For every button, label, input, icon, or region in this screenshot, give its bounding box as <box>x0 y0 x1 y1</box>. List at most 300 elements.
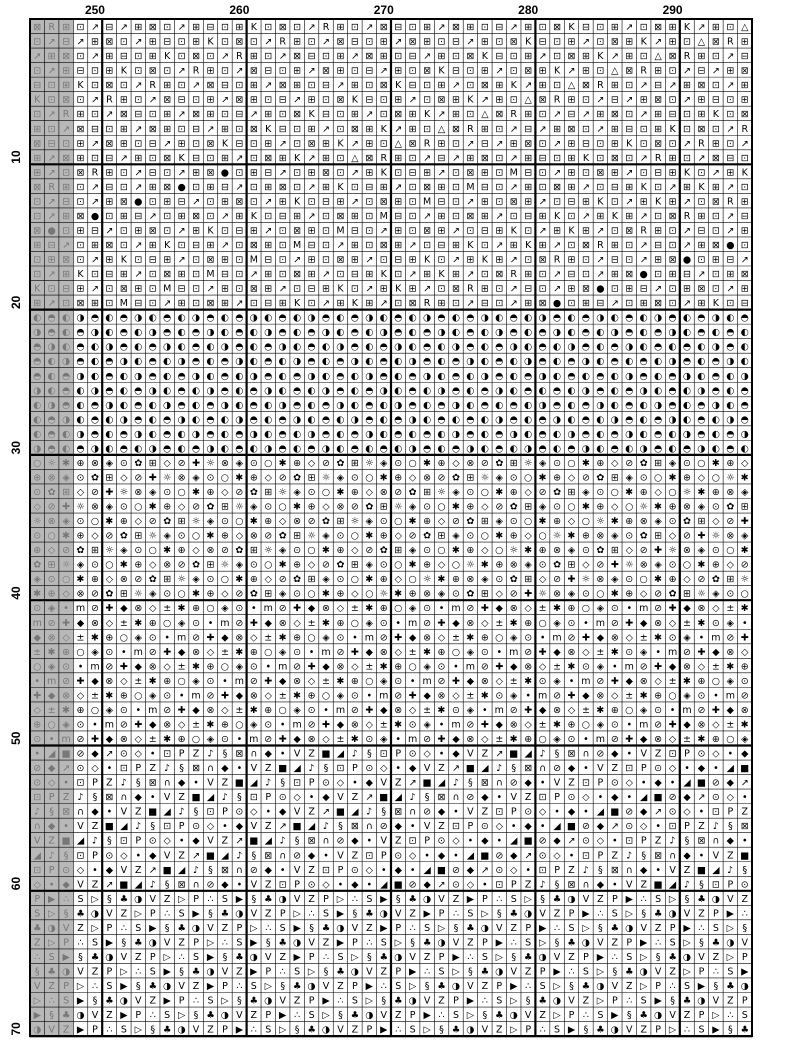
stitch-symbol: ⊞ <box>119 210 128 222</box>
stitch-symbol: ⊡ <box>740 152 749 164</box>
stitch-symbol: ◈ <box>365 559 373 571</box>
stitch-symbol: ⊞ <box>264 138 273 150</box>
stitch-symbol: S <box>554 1024 561 1036</box>
stitch-symbol: ↗ <box>553 167 562 179</box>
stitch-symbol: ◓ <box>682 341 692 353</box>
stitch-symbol: ⊗ <box>683 545 692 557</box>
stitch-symbol: ✚ <box>33 690 42 702</box>
stitch-symbol: ⊟ <box>33 80 42 92</box>
stitch-symbol: ◑ <box>220 1010 230 1022</box>
stitch-symbol: ⊟ <box>654 80 663 92</box>
stitch-symbol: ◢ <box>394 792 402 804</box>
stitch-symbol: ↗ <box>177 65 186 77</box>
stitch-symbol: ◆ <box>336 719 345 731</box>
stitch-symbol: V <box>77 821 84 833</box>
stitch-symbol: ✱ <box>235 646 244 658</box>
stitch-symbol: ⊠ <box>293 269 302 281</box>
stitch-symbol: ✚ <box>90 734 99 746</box>
stitch-symbol: ☼ <box>206 457 215 469</box>
stitch-symbol: ○ <box>408 457 417 469</box>
stitch-symbol: ⊞ <box>249 94 258 106</box>
stitch-symbol: ■ <box>206 850 215 862</box>
stitch-symbol: ◆ <box>307 603 316 615</box>
stitch-symbol: ✿ <box>408 487 417 498</box>
stitch-symbol: ◑ <box>552 414 562 426</box>
stitch-symbol: ⊡ <box>596 181 605 193</box>
stitch-symbol: ⊟ <box>220 181 229 193</box>
stitch-symbol: P <box>525 1024 532 1036</box>
stitch-symbol: ∴ <box>34 951 41 963</box>
stitch-symbol: ✚ <box>264 675 273 687</box>
stitch-symbol: ⊞ <box>264 269 273 281</box>
stitch-symbol: ↗ <box>639 254 648 266</box>
stitch-symbol: ○ <box>394 516 403 528</box>
stitch-symbol: ∴ <box>424 966 431 978</box>
stitch-symbol: ◇ <box>293 792 301 804</box>
stitch-symbol: ◢ <box>307 821 316 833</box>
stitch-symbol: ⊡ <box>105 298 114 310</box>
stitch-symbol: ◐ <box>726 370 735 382</box>
stitch-symbol: ◑ <box>249 428 258 440</box>
stitch-symbol: ✱ <box>379 472 388 484</box>
stitch-symbol: ✿ <box>278 530 287 542</box>
stitch-symbol: ◑ <box>567 893 576 905</box>
stitch-symbol: V <box>597 763 604 775</box>
stitch-symbol: ◐ <box>148 428 157 440</box>
stitch-symbol: Z <box>135 806 142 818</box>
stitch-symbol: ◆ <box>683 850 691 862</box>
stitch-symbol: ↗ <box>726 51 735 63</box>
stitch-symbol: ⊞ <box>524 269 533 281</box>
stitch-symbol: ↗ <box>365 792 374 804</box>
stitch-symbol: ◓ <box>249 399 258 411</box>
stitch-symbol: ⊞ <box>524 181 533 193</box>
stitch-symbol: ◐ <box>163 385 172 397</box>
stitch-symbol: ◆ <box>553 646 561 658</box>
stitch-symbol: § <box>107 835 112 847</box>
stitch-symbol: K <box>34 94 41 106</box>
stitch-symbol: ▶ <box>596 951 605 963</box>
stitch-symbol: ⊟ <box>726 152 735 164</box>
stitch-symbol: ⊙ <box>697 690 706 702</box>
stitch-symbol: ⊕ <box>47 588 56 600</box>
stitch-symbol: ◐ <box>90 370 100 382</box>
stitch-symbol: ⊠ <box>567 879 576 891</box>
stitch-symbol: ⊞ <box>538 210 547 222</box>
row-label: 60 <box>9 876 23 891</box>
stitch-symbol: ⊙ <box>625 574 634 586</box>
stitch-symbol: P <box>106 966 113 978</box>
stitch-symbol: S <box>525 937 532 949</box>
stitch-symbol: ⊙ <box>524 632 533 644</box>
stitch-symbol: ⊠ <box>62 152 71 164</box>
stitch-symbol: ↗ <box>278 51 287 63</box>
stitch-symbol: ◐ <box>163 370 172 382</box>
stitch-symbol: ◐ <box>682 312 692 324</box>
stitch-symbol: ↗ <box>90 181 99 193</box>
stitch-symbol: ✿ <box>336 559 345 571</box>
stitch-symbol: ◇ <box>510 864 518 876</box>
stitch-symbol: ◓ <box>682 356 692 368</box>
stitch-symbol: ◈ <box>206 516 215 528</box>
stitch-symbol: ◇ <box>611 690 619 702</box>
stitch-symbol: ■ <box>249 835 259 847</box>
stitch-symbol: V <box>553 777 561 789</box>
stitch-symbol: ◐ <box>711 428 721 440</box>
stitch-symbol: ⊞ <box>293 36 302 48</box>
stitch-symbol: ⊡ <box>394 51 403 63</box>
stitch-symbol: ◑ <box>422 893 432 905</box>
stitch-symbol: ◈ <box>105 457 114 469</box>
stitch-symbol: ▷ <box>437 922 446 934</box>
stitch-symbol: ▶ <box>380 922 388 934</box>
stitch-symbol: ⊙ <box>220 734 229 746</box>
stitch-symbol: ⊟ <box>683 269 692 281</box>
stitch-symbol: ⊡ <box>625 239 634 251</box>
stitch-symbol: ▶ <box>466 995 475 1007</box>
stitch-symbol: ⊞ <box>62 487 71 498</box>
stitch-symbol: ⊠ <box>62 94 71 106</box>
stitch-symbol: ◇ <box>235 530 244 542</box>
stitch-symbol: ⊙ <box>423 501 432 513</box>
stitch-symbol: ± <box>553 661 562 673</box>
stitch-symbol: ↗ <box>495 65 504 77</box>
stitch-symbol: ◓ <box>105 370 114 382</box>
stitch-symbol: ◓ <box>711 370 721 382</box>
row-label: 30 <box>9 440 23 455</box>
stitch-symbol: ✱ <box>524 675 533 687</box>
stitch-symbol: ⊠ <box>581 283 590 295</box>
stitch-symbol: ⊡ <box>365 36 374 48</box>
stitch-symbol: ⊞ <box>668 269 677 281</box>
stitch-symbol: P <box>265 1010 272 1022</box>
stitch-symbol: ⊙ <box>495 690 504 702</box>
stitch-symbol: § <box>468 777 473 789</box>
stitch-symbol: ∩ <box>365 821 373 833</box>
stitch-symbol: ⊘ <box>278 472 287 484</box>
stitch-symbol: ⊠ <box>567 123 576 135</box>
stitch-symbol: ↗ <box>365 254 374 266</box>
stitch-symbol: ◓ <box>466 327 475 339</box>
stitch-symbol: ⊞ <box>509 138 518 150</box>
stitch-symbol: ⊞ <box>423 269 432 281</box>
stitch-symbol: ◑ <box>134 312 143 324</box>
stitch-symbol: ⊙ <box>711 545 720 557</box>
stitch-symbol: • <box>568 850 575 862</box>
stitch-symbol: ⊙ <box>206 472 215 484</box>
stitch-symbol: ∴ <box>554 922 561 934</box>
stitch-symbol: § <box>92 995 98 1007</box>
stitch-symbol: ◐ <box>726 385 735 397</box>
stitch-symbol: ◈ <box>235 661 244 673</box>
stitch-symbol: Z <box>135 864 142 876</box>
stitch-symbol: ◐ <box>336 414 345 426</box>
stitch-symbol: ∴ <box>351 893 358 905</box>
stitch-symbol: Z <box>654 748 662 760</box>
stitch-symbol: ◇ <box>654 487 662 498</box>
stitch-symbol: ○ <box>596 588 605 600</box>
stitch-symbol: ⊡ <box>76 850 85 862</box>
stitch-symbol: ⊕ <box>379 603 388 615</box>
stitch-symbol: ♣ <box>134 937 143 949</box>
stitch-symbol: ◓ <box>394 428 403 440</box>
stitch-symbol: ⊞ <box>350 210 359 222</box>
stitch-symbol: ⊡ <box>76 777 85 789</box>
stitch-symbol: ♪ <box>539 748 546 760</box>
stitch-symbol: ◇ <box>553 850 561 862</box>
stitch-symbol: ◇ <box>105 574 114 586</box>
stitch-symbol: ⊞ <box>148 51 157 63</box>
stitch-symbol: § <box>222 951 228 963</box>
stitch-symbol: ⊠ <box>350 123 359 135</box>
stitch-symbol: ■ <box>321 748 331 760</box>
stitch-symbol: § <box>251 893 257 905</box>
stitch-symbol: ∩ <box>669 850 677 862</box>
stitch-symbol: ⊗ <box>567 646 576 658</box>
stitch-symbol: ⊞ <box>293 65 302 77</box>
stitch-symbol: ↗ <box>47 109 56 121</box>
stitch-symbol: ⊗ <box>596 690 605 702</box>
stitch-symbol: ⊞ <box>350 254 359 266</box>
stitch-symbol: ◑ <box>90 385 100 397</box>
stitch-symbol: Z <box>337 981 344 993</box>
stitch-symbol: ◇ <box>466 879 475 891</box>
stitch-symbol: ↗ <box>220 94 229 106</box>
stitch-symbol: ⊘ <box>466 603 475 615</box>
stitch-symbol: ⊗ <box>206 545 215 557</box>
stitch-symbol: ⊡ <box>495 181 504 193</box>
stitch-symbol: ∩ <box>322 835 330 847</box>
stitch-symbol: ○ <box>90 704 100 716</box>
stitch-symbol: ✱ <box>423 646 432 658</box>
stitch-symbol: ⊙ <box>350 690 359 702</box>
stitch-symbol: ↗ <box>278 283 287 295</box>
stitch-symbol: ◓ <box>610 341 619 353</box>
stitch-symbol: ⊞ <box>307 167 316 179</box>
stitch-symbol: ⊡ <box>711 806 720 818</box>
stitch-symbol: ⊞ <box>437 181 446 193</box>
stitch-symbol: ⊘ <box>596 559 605 571</box>
stitch-symbol: ± <box>76 632 85 644</box>
stitch-symbol: ✚ <box>654 661 663 673</box>
stitch-symbol: ✿ <box>47 487 56 498</box>
stitch-symbol: S <box>106 981 113 993</box>
stitch-symbol: R <box>654 152 662 164</box>
stitch-symbol: ◐ <box>480 356 490 368</box>
stitch-symbol: ∩ <box>625 864 633 876</box>
stitch-symbol: ◐ <box>307 385 316 397</box>
stitch-symbol: S <box>626 951 633 963</box>
stitch-symbol: ☼ <box>76 501 85 513</box>
stitch-symbol: ⊞ <box>264 109 273 121</box>
stitch-symbol: P <box>34 893 41 905</box>
stitch-symbol: ◑ <box>408 443 417 455</box>
stitch-symbol: ⊠ <box>740 109 749 121</box>
stitch-symbol: ∴ <box>106 1024 113 1036</box>
stitch-symbol: ⊗ <box>394 704 403 716</box>
stitch-symbol: • <box>352 632 358 644</box>
stitch-symbol: ⊡ <box>625 254 634 266</box>
stitch-symbol: ◇ <box>524 530 532 542</box>
stitch-symbol: P <box>92 850 98 862</box>
stitch-symbol: ⊙ <box>711 501 720 513</box>
stitch-symbol: ⊠ <box>62 51 71 63</box>
stitch-symbol: ↗ <box>654 283 663 295</box>
stitch-symbol: ⊙ <box>163 487 172 498</box>
stitch-symbol: ⊠ <box>654 850 663 862</box>
stitch-symbol: ◓ <box>509 327 518 339</box>
stitch-symbol: ◆ <box>293 734 301 746</box>
stitch-symbol: ◑ <box>163 341 172 353</box>
stitch-symbol: ↗ <box>293 254 302 266</box>
stitch-symbol: ⊙ <box>163 690 172 702</box>
stitch-symbol: ▶ <box>423 908 431 920</box>
stitch-symbol: • <box>438 748 445 760</box>
stitch-symbol: ⊘ <box>538 835 547 847</box>
stitch-symbol: ◓ <box>119 443 129 455</box>
stitch-symbol: ⊗ <box>466 617 475 629</box>
stitch-symbol: ± <box>538 603 547 615</box>
stitch-symbol: ◐ <box>206 356 215 368</box>
stitch-symbol: ∴ <box>467 951 474 963</box>
stitch-symbol: ⊘ <box>90 603 99 615</box>
stitch-symbol: ◑ <box>466 443 475 455</box>
stitch-symbol: ✚ <box>610 675 619 687</box>
stitch-symbol: ⊗ <box>134 487 143 498</box>
stitch-symbol: ◑ <box>321 1024 331 1036</box>
stitch-symbol: ∴ <box>193 995 200 1007</box>
stitch-symbol: ♣ <box>567 937 576 949</box>
stitch-symbol: ↗ <box>235 298 244 310</box>
stitch-symbol: ▶ <box>336 937 345 949</box>
stitch-symbol: ✚ <box>740 516 749 528</box>
stitch-symbol: ⊠ <box>206 254 215 266</box>
stitch-symbol: ◐ <box>653 385 663 397</box>
stitch-symbol: m <box>335 704 346 716</box>
stitch-symbol: ⊠ <box>148 123 157 135</box>
stitch-symbol: ⊞ <box>365 123 374 135</box>
stitch-symbol: ☼ <box>350 516 360 528</box>
stitch-symbol: ◓ <box>625 385 634 397</box>
stitch-symbol: ◑ <box>379 385 388 397</box>
stitch-symbol: m <box>379 690 389 702</box>
stitch-symbol: ⊕ <box>711 734 720 746</box>
stitch-symbol: ■ <box>104 821 114 833</box>
stitch-symbol: ⊙ <box>610 719 619 731</box>
stitch-symbol: ◐ <box>177 443 186 455</box>
stitch-symbol: ◐ <box>394 370 403 382</box>
stitch-symbol: ⊞ <box>365 167 374 179</box>
stitch-symbol: § <box>193 806 199 818</box>
stitch-symbol: ◓ <box>538 414 547 426</box>
stitch-symbol: ◈ <box>365 617 373 629</box>
stitch-symbol: ⊟ <box>726 254 735 266</box>
stitch-symbol: ⊡ <box>639 138 648 150</box>
stitch-symbol: ◓ <box>581 341 591 353</box>
stitch-symbol: ⊠ <box>249 65 258 77</box>
stitch-symbol: ◇ <box>322 501 330 513</box>
stitch-symbol: ⊗ <box>379 646 388 658</box>
stitch-symbol: ◇ <box>105 617 114 629</box>
stitch-symbol: ⊘ <box>740 690 749 702</box>
stitch-symbol: ◐ <box>711 414 721 426</box>
stitch-symbol: ⊡ <box>76 22 85 34</box>
stitch-symbol: ⊟ <box>134 298 143 310</box>
stitch-symbol: • <box>207 617 214 629</box>
stitch-symbol: ⊞ <box>654 109 663 121</box>
stitch-symbol: ◑ <box>552 995 562 1007</box>
stitch-symbol: ↗ <box>639 239 648 251</box>
stitch-symbol: ◢ <box>423 864 431 876</box>
stitch-symbol: ◐ <box>682 327 692 339</box>
stitch-symbol: ◓ <box>365 399 374 411</box>
stitch-symbol: ⊠ <box>408 298 417 310</box>
stitch-symbol: ♣ <box>596 1024 605 1036</box>
stitch-symbol: ⊞ <box>119 123 128 135</box>
stitch-symbol: ⊡ <box>451 298 460 310</box>
stitch-symbol: ◐ <box>134 356 143 368</box>
stitch-symbol: § <box>439 1024 444 1036</box>
stitch-symbol: ○ <box>437 501 446 513</box>
stitch-symbol: V <box>481 1024 489 1036</box>
stitch-symbol: P <box>395 922 402 934</box>
stitch-symbol: ◐ <box>625 443 634 455</box>
stitch-symbol: ⊞ <box>683 283 692 295</box>
stitch-symbol: △ <box>611 65 619 77</box>
stitch-symbol: ⊞ <box>581 51 590 63</box>
stitch-symbol: ◑ <box>567 428 576 440</box>
stitch-symbol: ⊡ <box>466 225 475 237</box>
stitch-symbol: ⊞ <box>235 22 244 34</box>
stitch-symbol: ◑ <box>509 1010 518 1022</box>
stitch-symbol: ⊞ <box>134 283 143 295</box>
stitch-symbol: ◇ <box>62 588 70 600</box>
stitch-symbol: § <box>742 864 748 876</box>
stitch-symbol: ⊞ <box>726 269 735 281</box>
stitch-symbol: ⊡ <box>119 80 128 92</box>
stitch-symbol: ◑ <box>105 399 114 411</box>
stitch-symbol: ◐ <box>480 414 490 426</box>
stitch-symbol: ∴ <box>337 995 344 1007</box>
stitch-symbol: R <box>48 181 55 193</box>
stitch-symbol: Z <box>135 951 142 963</box>
stitch-symbol: ◓ <box>47 312 56 324</box>
stitch-symbol: ◑ <box>437 327 446 339</box>
stitch-symbol: Z <box>741 806 749 818</box>
stitch-symbol: ◇ <box>625 777 633 789</box>
stitch-symbol: V <box>33 981 41 993</box>
stitch-symbol: ◈ <box>235 559 244 571</box>
stitch-symbol: ◆ <box>105 864 114 876</box>
stitch-symbol: ↗ <box>726 123 735 135</box>
stitch-symbol: ■ <box>422 777 432 789</box>
stitch-symbol: ⊟ <box>451 65 460 77</box>
stitch-symbol: ↗ <box>683 65 692 77</box>
stitch-symbol: • <box>655 646 661 658</box>
stitch-symbol: ◆ <box>221 763 229 775</box>
stitch-symbol: ◐ <box>668 428 677 440</box>
stitch-symbol: ○ <box>76 646 85 658</box>
stitch-symbol: ◇ <box>567 516 576 528</box>
stitch-symbol: • <box>164 632 170 644</box>
stitch-symbol: ⊠ <box>740 821 749 833</box>
stitch-symbol: ◓ <box>148 356 157 368</box>
stitch-symbol: ↗ <box>76 36 85 48</box>
stitch-symbol: ⊟ <box>62 36 71 48</box>
stitch-symbol: K <box>77 80 84 92</box>
stitch-symbol: ⊟ <box>524 123 533 135</box>
stitch-symbol: ⊕ <box>524 617 533 629</box>
